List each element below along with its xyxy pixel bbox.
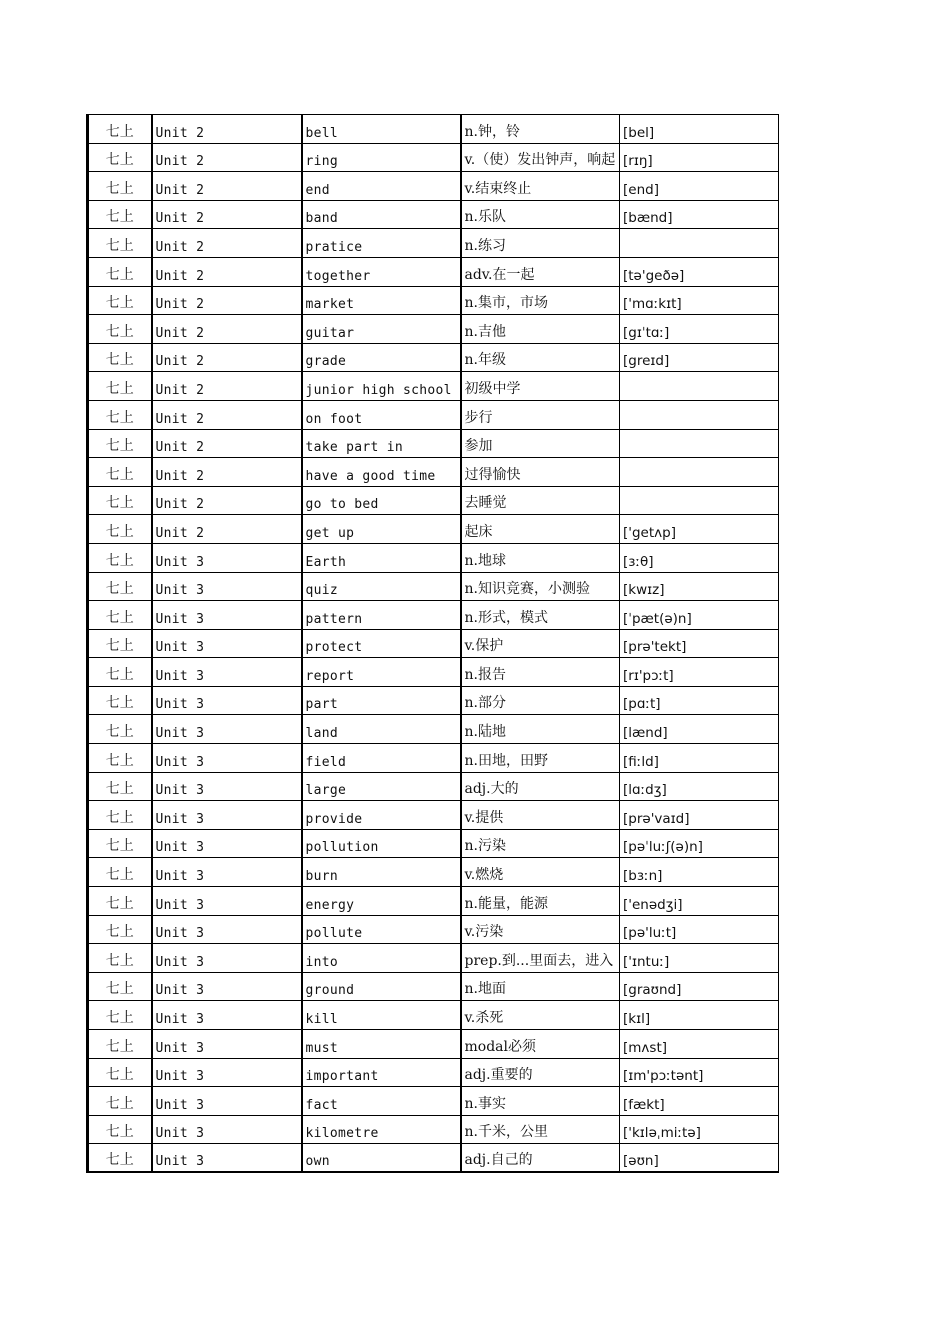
phonetic-cell: [end] xyxy=(620,172,779,201)
table-row xyxy=(88,1115,779,1144)
grade-cell: 七上 xyxy=(88,744,152,773)
word-cell: market xyxy=(302,286,461,315)
grade-cell: 七上 xyxy=(88,1030,152,1059)
phonetic-cell: ['mɑːkɪt] xyxy=(620,286,779,315)
unit-cell: Unit 2 xyxy=(152,286,302,315)
word-cell: report xyxy=(302,658,461,687)
meaning-cell: 起床 xyxy=(461,515,620,544)
unit-cell: Unit 3 xyxy=(152,915,302,944)
table-row xyxy=(88,658,779,687)
table-row xyxy=(88,1030,779,1059)
word-cell: large xyxy=(302,772,461,801)
phonetic-cell: [lænd] xyxy=(620,715,779,744)
grade-cell: 七上 xyxy=(88,115,152,144)
unit-cell: Unit 2 xyxy=(152,400,302,429)
unit-cell: Unit 3 xyxy=(152,772,302,801)
unit-cell: Unit 3 xyxy=(152,629,302,658)
grade-cell: 七上 xyxy=(88,601,152,630)
grade-cell: 七上 xyxy=(88,315,152,344)
table-row xyxy=(88,143,779,172)
word-cell: ring xyxy=(302,143,461,172)
meaning-cell: adv.在一起 xyxy=(461,257,620,286)
vocabulary-table xyxy=(86,114,779,1173)
unit-cell: Unit 3 xyxy=(152,801,302,830)
table-row xyxy=(88,400,779,429)
phonetic-cell: [bel] xyxy=(620,115,779,144)
unit-cell: Unit 2 xyxy=(152,486,302,515)
table-row xyxy=(88,887,779,916)
grade-cell: 七上 xyxy=(88,172,152,201)
meaning-cell: 去睡觉 xyxy=(461,486,620,515)
meaning-cell: n.乐队 xyxy=(461,200,620,229)
word-cell: energy xyxy=(302,887,461,916)
grade-cell: 七上 xyxy=(88,1058,152,1087)
phonetic-cell xyxy=(620,229,779,258)
meaning-cell: n.形式，模式 xyxy=(461,601,620,630)
meaning-cell: v.保护 xyxy=(461,629,620,658)
meaning-cell: 步行 xyxy=(461,400,620,429)
unit-cell: Unit 2 xyxy=(152,115,302,144)
grade-cell: 七上 xyxy=(88,1144,152,1173)
word-cell: provide xyxy=(302,801,461,830)
grade-cell: 七上 xyxy=(88,801,152,830)
table-row xyxy=(88,343,779,372)
word-cell: ground xyxy=(302,972,461,1001)
unit-cell: Unit 3 xyxy=(152,972,302,1001)
grade-cell: 七上 xyxy=(88,915,152,944)
phonetic-cell: [prə'vaɪd] xyxy=(620,801,779,830)
phonetic-cell: [tə'geðə] xyxy=(620,257,779,286)
grade-cell: 七上 xyxy=(88,829,152,858)
phonetic-cell: [pə'luːt] xyxy=(620,915,779,944)
table-row xyxy=(88,486,779,515)
phonetic-cell: [gɪˈtɑː] xyxy=(620,315,779,344)
grade-cell: 七上 xyxy=(88,972,152,1001)
word-cell: end xyxy=(302,172,461,201)
meaning-cell: n.钟，铃 xyxy=(461,115,620,144)
grade-cell: 七上 xyxy=(88,772,152,801)
phonetic-cell: [ɜːθ] xyxy=(620,543,779,572)
unit-cell: Unit 3 xyxy=(152,1058,302,1087)
table-row xyxy=(88,601,779,630)
phonetic-cell xyxy=(620,458,779,487)
unit-cell: Unit 2 xyxy=(152,200,302,229)
meaning-cell: prep.到...里面去，进入 xyxy=(461,944,620,973)
unit-cell: Unit 3 xyxy=(152,715,302,744)
word-cell: fact xyxy=(302,1087,461,1116)
table-row xyxy=(88,172,779,201)
unit-cell: Unit 2 xyxy=(152,343,302,372)
table-row xyxy=(88,1001,779,1030)
word-cell: take part in xyxy=(302,429,461,458)
grade-cell: 七上 xyxy=(88,658,152,687)
phonetic-cell: ['ɪntuː] xyxy=(620,944,779,973)
unit-cell: Unit 3 xyxy=(152,887,302,916)
unit-cell: Unit 3 xyxy=(152,572,302,601)
phonetic-cell: [ɪm'pɔːtənt] xyxy=(620,1058,779,1087)
grade-cell: 七上 xyxy=(88,400,152,429)
vocabulary-table-body xyxy=(88,115,779,1173)
table-row xyxy=(88,858,779,887)
word-cell: grade xyxy=(302,343,461,372)
unit-cell: Unit 3 xyxy=(152,829,302,858)
phonetic-cell xyxy=(620,372,779,401)
grade-cell: 七上 xyxy=(88,286,152,315)
grade-cell: 七上 xyxy=(88,200,152,229)
unit-cell: Unit 3 xyxy=(152,1144,302,1173)
meaning-cell: n.报告 xyxy=(461,658,620,687)
unit-cell: Unit 2 xyxy=(152,429,302,458)
table-row xyxy=(88,429,779,458)
word-cell: important xyxy=(302,1058,461,1087)
grade-cell: 七上 xyxy=(88,858,152,887)
meaning-cell: v.提供 xyxy=(461,801,620,830)
grade-cell: 七上 xyxy=(88,887,152,916)
grade-cell: 七上 xyxy=(88,257,152,286)
word-cell: own xyxy=(302,1144,461,1173)
unit-cell: Unit 3 xyxy=(152,858,302,887)
word-cell: have a good time xyxy=(302,458,461,487)
word-cell: on foot xyxy=(302,400,461,429)
meaning-cell: adj.大的 xyxy=(461,772,620,801)
phonetic-cell: [kɪl] xyxy=(620,1001,779,1030)
word-cell: pattern xyxy=(302,601,461,630)
phonetic-cell: [rɪŋ] xyxy=(620,143,779,172)
table-row xyxy=(88,257,779,286)
phonetic-cell: ['kɪləˌmiːtə] xyxy=(620,1115,779,1144)
unit-cell: Unit 3 xyxy=(152,543,302,572)
meaning-cell: n.污染 xyxy=(461,829,620,858)
unit-cell: Unit 2 xyxy=(152,315,302,344)
phonetic-cell xyxy=(620,400,779,429)
meaning-cell: v.（使）发出钟声，响起 xyxy=(461,143,620,172)
grade-cell: 七上 xyxy=(88,458,152,487)
meaning-cell: v.杀死 xyxy=(461,1001,620,1030)
table-row xyxy=(88,200,779,229)
unit-cell: Unit 3 xyxy=(152,744,302,773)
grade-cell: 七上 xyxy=(88,1115,152,1144)
meaning-cell: n.部分 xyxy=(461,686,620,715)
grade-cell: 七上 xyxy=(88,572,152,601)
meaning-cell: n.知识竞赛，小测验 xyxy=(461,572,620,601)
meaning-cell: n.地面 xyxy=(461,972,620,1001)
word-cell: together xyxy=(302,257,461,286)
word-cell: kill xyxy=(302,1001,461,1030)
phonetic-cell xyxy=(620,486,779,515)
phonetic-cell: [bænd] xyxy=(620,200,779,229)
grade-cell: 七上 xyxy=(88,715,152,744)
meaning-cell: adj.重要的 xyxy=(461,1058,620,1087)
meaning-cell: n.千米，公里 xyxy=(461,1115,620,1144)
unit-cell: Unit 2 xyxy=(152,172,302,201)
grade-cell: 七上 xyxy=(88,429,152,458)
meaning-cell: v.污染 xyxy=(461,915,620,944)
grade-cell: 七上 xyxy=(88,343,152,372)
unit-cell: Unit 3 xyxy=(152,658,302,687)
unit-cell: Unit 3 xyxy=(152,944,302,973)
unit-cell: Unit 2 xyxy=(152,143,302,172)
word-cell: junior high school xyxy=(302,372,461,401)
table-row xyxy=(88,286,779,315)
grade-cell: 七上 xyxy=(88,229,152,258)
word-cell: go to bed xyxy=(302,486,461,515)
meaning-cell: n.能量，能源 xyxy=(461,887,620,916)
phonetic-cell: ['getʌp] xyxy=(620,515,779,544)
phonetic-cell: [rɪ'pɔːt] xyxy=(620,658,779,687)
word-cell: Earth xyxy=(302,543,461,572)
word-cell: protect xyxy=(302,629,461,658)
meaning-cell: n.练习 xyxy=(461,229,620,258)
unit-cell: Unit 3 xyxy=(152,1087,302,1116)
phonetic-cell: [bɜːn] xyxy=(620,858,779,887)
grade-cell: 七上 xyxy=(88,515,152,544)
word-cell: guitar xyxy=(302,315,461,344)
table-row xyxy=(88,229,779,258)
table-row xyxy=(88,515,779,544)
meaning-cell: n.集市，市场 xyxy=(461,286,620,315)
phonetic-cell: [fækt] xyxy=(620,1087,779,1116)
word-cell: band xyxy=(302,200,461,229)
table-row xyxy=(88,629,779,658)
unit-cell: Unit 2 xyxy=(152,229,302,258)
grade-cell: 七上 xyxy=(88,486,152,515)
table-row xyxy=(88,1058,779,1087)
word-cell: into xyxy=(302,944,461,973)
word-cell: must xyxy=(302,1030,461,1059)
unit-cell: Unit 2 xyxy=(152,515,302,544)
table-row xyxy=(88,744,779,773)
table-row xyxy=(88,715,779,744)
phonetic-cell: [əʊn] xyxy=(620,1144,779,1173)
table-row xyxy=(88,372,779,401)
meaning-cell: 初级中学 xyxy=(461,372,620,401)
table-row xyxy=(88,115,779,144)
table-row xyxy=(88,829,779,858)
meaning-cell: v.结束终止 xyxy=(461,172,620,201)
unit-cell: Unit 3 xyxy=(152,1030,302,1059)
phonetic-cell: [pəˈluːʃ(ə)n] xyxy=(620,829,779,858)
meaning-cell: n.事实 xyxy=(461,1087,620,1116)
meaning-cell: n.地球 xyxy=(461,543,620,572)
word-cell: get up xyxy=(302,515,461,544)
word-cell: land xyxy=(302,715,461,744)
phonetic-cell xyxy=(620,429,779,458)
unit-cell: Unit 2 xyxy=(152,372,302,401)
table-row xyxy=(88,1144,779,1173)
unit-cell: Unit 3 xyxy=(152,601,302,630)
word-cell: kilometre xyxy=(302,1115,461,1144)
phonetic-cell: [fiːld] xyxy=(620,744,779,773)
table-row xyxy=(88,458,779,487)
table-row xyxy=(88,572,779,601)
word-cell: quiz xyxy=(302,572,461,601)
meaning-cell: n.吉他 xyxy=(461,315,620,344)
phonetic-cell: [mʌst] xyxy=(620,1030,779,1059)
table-row xyxy=(88,915,779,944)
word-cell: pollute xyxy=(302,915,461,944)
unit-cell: Unit 3 xyxy=(152,1001,302,1030)
word-cell: burn xyxy=(302,858,461,887)
meaning-cell: n.年级 xyxy=(461,343,620,372)
unit-cell: Unit 3 xyxy=(152,686,302,715)
grade-cell: 七上 xyxy=(88,686,152,715)
phonetic-cell: [graʊnd] xyxy=(620,972,779,1001)
table-row xyxy=(88,772,779,801)
phonetic-cell: [kwɪz] xyxy=(620,572,779,601)
grade-cell: 七上 xyxy=(88,1087,152,1116)
unit-cell: Unit 2 xyxy=(152,458,302,487)
grade-cell: 七上 xyxy=(88,143,152,172)
word-cell: pratice xyxy=(302,229,461,258)
meaning-cell: 参加 xyxy=(461,429,620,458)
phonetic-cell: ['enədʒi] xyxy=(620,887,779,916)
table-row xyxy=(88,944,779,973)
table-row xyxy=(88,801,779,830)
phonetic-cell: [prə'tekt] xyxy=(620,629,779,658)
grade-cell: 七上 xyxy=(88,629,152,658)
phonetic-cell: [pɑːt] xyxy=(620,686,779,715)
table-row xyxy=(88,315,779,344)
word-cell: field xyxy=(302,744,461,773)
unit-cell: Unit 2 xyxy=(152,257,302,286)
grade-cell: 七上 xyxy=(88,543,152,572)
meaning-cell: n.田地，田野 xyxy=(461,744,620,773)
table-row xyxy=(88,972,779,1001)
word-cell: pollution xyxy=(302,829,461,858)
meaning-cell: modal必须 xyxy=(461,1030,620,1059)
table-row xyxy=(88,686,779,715)
unit-cell: Unit 3 xyxy=(152,1115,302,1144)
meaning-cell: adj.自己的 xyxy=(461,1144,620,1173)
grade-cell: 七上 xyxy=(88,372,152,401)
word-cell: part xyxy=(302,686,461,715)
meaning-cell: v.燃烧 xyxy=(461,858,620,887)
meaning-cell: 过得愉快 xyxy=(461,458,620,487)
phonetic-cell: [ˈpæt(ə)n] xyxy=(620,601,779,630)
word-cell: bell xyxy=(302,115,461,144)
meaning-cell: n.陆地 xyxy=(461,715,620,744)
phonetic-cell: [lɑːdʒ] xyxy=(620,772,779,801)
phonetic-cell: [greɪd] xyxy=(620,343,779,372)
grade-cell: 七上 xyxy=(88,944,152,973)
table-row xyxy=(88,543,779,572)
grade-cell: 七上 xyxy=(88,1001,152,1030)
table-row xyxy=(88,1087,779,1116)
